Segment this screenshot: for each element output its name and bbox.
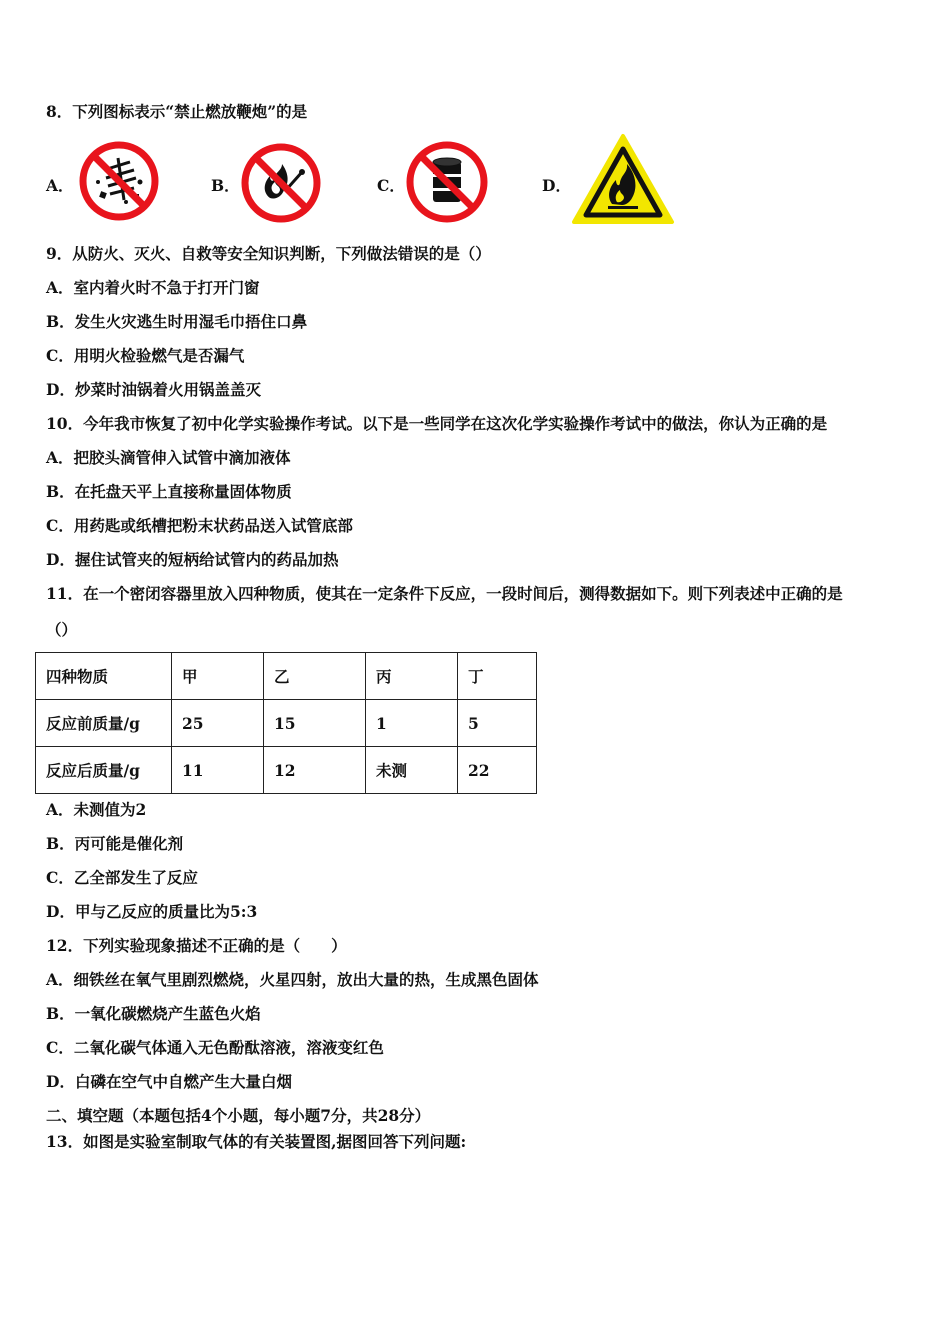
q10-option-c: C．用药匙或纸槽把粉末状药品送入试管底部	[46, 516, 353, 535]
q10-option-d: D．握住试管夹的短柄给试管内的药品加热	[46, 550, 339, 569]
q10-option-b: B．在托盘天平上直接称量固体物质	[46, 482, 292, 501]
flammable-warning-icon	[570, 132, 676, 228]
q12-stem: 12．下列实验现象描述不正确的是（ ）	[46, 936, 347, 955]
table-header-cell: 甲	[172, 653, 264, 700]
q11-option-a: A．未测值为2	[46, 800, 147, 819]
table-row	[36, 653, 537, 700]
q11-option-d: D．甲与乙反应的质量比为5:3	[46, 902, 258, 921]
section-2-heading: 二、填空题（本题包括4个小题，每小题7分，共28分）	[46, 1106, 431, 1125]
table-cell: 5	[458, 700, 537, 747]
q10-option-a: A．把胶头滴管伸入试管中滴加液体	[46, 448, 291, 467]
no-firecracker-icon	[78, 140, 160, 222]
q11-option-b: B．丙可能是催化剂	[46, 834, 184, 853]
q8-option-a-label: A．	[46, 176, 74, 195]
q8-stem: 8．下列图标表示“禁止燃放鞭炮”的是	[46, 102, 308, 121]
q12-option-a: A．细铁丝在氧气里剧烈燃烧，火星四射，放出大量的热，生成黑色固体	[46, 970, 539, 989]
q8-option-d-label: D．	[542, 176, 571, 195]
table-header-cell: 四种物质	[36, 653, 172, 700]
q8-option-c-label: C．	[377, 176, 405, 195]
q9-option-c: C．用明火检验燃气是否漏气	[46, 346, 245, 365]
table-cell: 反应后质量/g	[36, 747, 172, 794]
q11-stem: 11．在一个密闭容器里放入四种物质，使其在一定条件下反应，一段时间后，测得数据如下。则下列表述中正确的是	[46, 584, 843, 603]
table-cell: 未测	[366, 747, 458, 794]
q9-option-d: D．炒菜时油锅着火用锅盖盖灭	[46, 380, 261, 399]
no-fuel-barrel-icon	[405, 140, 489, 224]
table-header-cell: 乙	[264, 653, 366, 700]
table-cell: 11	[172, 747, 264, 794]
table-cell: 反应前质量/g	[36, 700, 172, 747]
q11-stem-cont: （）	[46, 620, 78, 639]
no-fire-match-icon	[240, 142, 322, 224]
q12-option-b: B．一氧化碳燃烧产生蓝色火焰	[46, 1004, 261, 1023]
table-cell: 1	[366, 700, 458, 747]
q11-option-c: C．乙全部发生了反应	[46, 868, 198, 887]
q13-stem: 13．如图是实验室制取气体的有关装置图,据图回答下列问题:	[46, 1132, 467, 1151]
q8-options	[0, 132, 950, 232]
table-cell: 12	[264, 747, 366, 794]
table-header-cell: 丙	[366, 653, 458, 700]
table-row	[36, 747, 537, 794]
q9-stem: 9．从防火、灭火、自救等安全知识判断，下列做法错误的是（）	[46, 244, 491, 263]
table-cell: 25	[172, 700, 264, 747]
table-cell: 22	[458, 747, 537, 794]
table-cell: 15	[264, 700, 366, 747]
q11-data-table	[35, 652, 537, 794]
table-header-cell: 丁	[458, 653, 537, 700]
q12-option-d: D．白磷在空气中自燃产生大量白烟	[46, 1072, 292, 1091]
q8-option-b-label: B．	[211, 176, 240, 195]
q9-option-b: B．发生火灾逃生时用湿毛巾捂住口鼻	[46, 312, 308, 331]
q9-option-a: A．室内着火时不急于打开门窗	[46, 278, 260, 297]
q12-option-c: C．二氧化碳气体通入无色酚酞溶液，溶液变红色	[46, 1038, 384, 1057]
table-row	[36, 700, 537, 747]
q10-stem: 10．今年我市恢复了初中化学实验操作考试。以下是一些同学在这次化学实验操作考试中的做法，你认为正确的是	[46, 414, 828, 433]
